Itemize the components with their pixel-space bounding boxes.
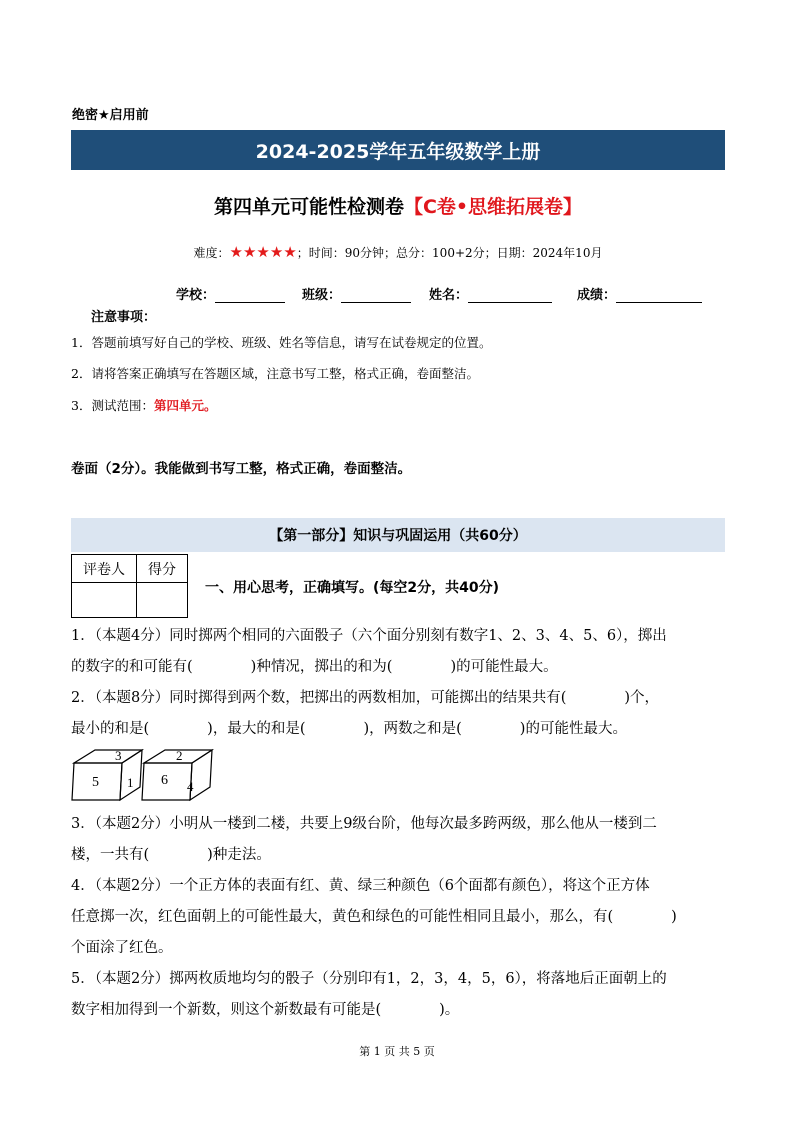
notice-item-3-scope: 第四单元。 xyxy=(153,398,217,413)
notice-item-3-label: 3．测试范围： xyxy=(71,398,154,413)
school-blank[interactable] xyxy=(215,288,285,303)
die-2-top-number: 2 xyxy=(176,748,183,763)
exam-info: ；时间：90分钟；总分：100+2分；日期：2024年10月 xyxy=(296,246,603,260)
school-field[interactable] xyxy=(176,284,285,303)
score-blank[interactable] xyxy=(616,288,702,303)
question-3-line-2: 楼，一共有( )种走法。 xyxy=(71,847,271,863)
dice-figure xyxy=(70,743,215,805)
exam-title-volume: 【C卷•思维拓展卷】 xyxy=(403,196,583,218)
notice-item-1: 1．答题前填写好自己的学校、班级、姓名等信息，请写在试卷规定的位置。 xyxy=(71,335,492,350)
question-5-line-2: 数字相加得到一个新数，则这个新数最有可能是( )。 xyxy=(71,1002,460,1018)
section-one-heading: 一、用心思考，正确填写。(每空2分，共40分) xyxy=(205,580,500,596)
question-2-line-2: 最小的和是( )，最大的和是( )，两数之和是( )的可能性最大。 xyxy=(71,721,627,737)
difficulty-stars-icon: ★★★★★ xyxy=(229,243,297,261)
exam-title-main: 第四单元可能性检测卷 xyxy=(213,196,404,218)
name-field[interactable] xyxy=(429,284,552,303)
die-2-side-number: 4 xyxy=(187,779,194,794)
notice-heading: 注意事项： xyxy=(91,310,157,325)
class-blank[interactable] xyxy=(341,288,411,303)
score-cell[interactable] xyxy=(137,583,188,618)
die-1-side-number: 1 xyxy=(127,775,134,790)
name-blank[interactable] xyxy=(468,288,552,303)
part-one-header: 【第一部分】知识与巩固运用（共60分） xyxy=(71,518,725,552)
question-3-line-1: 3．（本题2分）小明从一楼到二楼，共要上9级台阶，他每次最多跨两级，那么他从一楼到二 xyxy=(71,816,657,832)
confidential-label: 绝密★启用前 xyxy=(72,108,149,123)
class-label: 班级： xyxy=(302,288,342,303)
question-2-line-1: 2．（本题8分）同时掷得到两个数，把掷出的两数相加，可能掷出的结果共有( )个， xyxy=(71,690,660,706)
notice-item-3 xyxy=(71,396,216,414)
question-1-line-2: 的数字的和可能有( )种情况，掷出的和为( )的可能性最大。 xyxy=(71,659,558,675)
question-4-line-2: 任意掷一次，红色面朝上的可能性最大，黄色和绿色的可能性相同且最小，那么，有( ) xyxy=(71,909,677,925)
school-label: 学校： xyxy=(176,288,216,303)
die-1-top-number: 3 xyxy=(115,748,122,763)
page-footer: 第 1 页 共 5 页 xyxy=(359,1045,435,1058)
score-field[interactable] xyxy=(577,284,702,303)
neatness-note: 卷面（2分）。我能做到书写工整，格式正确，卷面整洁。 xyxy=(71,461,412,477)
exam-meta xyxy=(71,243,725,261)
name-label: 姓名： xyxy=(429,288,469,303)
die-1-front-number: 5 xyxy=(92,775,99,790)
exam-banner: 2024-2025学年五年级数学上册 xyxy=(71,130,725,170)
score-table xyxy=(71,554,188,618)
question-5-line-1: 5．（本题2分）掷两枚质地均匀的骰子（分别印有1，2，3，4，5，6），将落地后正面朝上的 xyxy=(71,971,667,987)
reviewer-cell[interactable] xyxy=(72,583,137,618)
reviewer-header: 评卷人 xyxy=(72,555,137,583)
class-field[interactable] xyxy=(302,284,411,303)
score-label: 成绩： xyxy=(577,288,617,303)
exam-title xyxy=(71,192,725,219)
question-1-line-1: 1．（本题4分）同时掷两个相同的六面骰子（六个面分别刻有数字1、2、3、4、5、6），掷出 xyxy=(71,628,667,644)
question-4-line-1: 4．（本题2分）一个正方体的表面有红、黄、绿三种颜色（6个面都有颜色），将这个正方体 xyxy=(71,878,650,894)
difficulty-label: 难度： xyxy=(193,246,230,260)
question-4-line-3: 个面涂了红色。 xyxy=(71,940,173,956)
score-header: 得分 xyxy=(137,555,188,583)
notice-item-2: 2．请将答案正确填写在答题区域，注意书写工整，格式正确，卷面整洁。 xyxy=(71,366,479,381)
die-2-front-number: 6 xyxy=(161,773,168,788)
